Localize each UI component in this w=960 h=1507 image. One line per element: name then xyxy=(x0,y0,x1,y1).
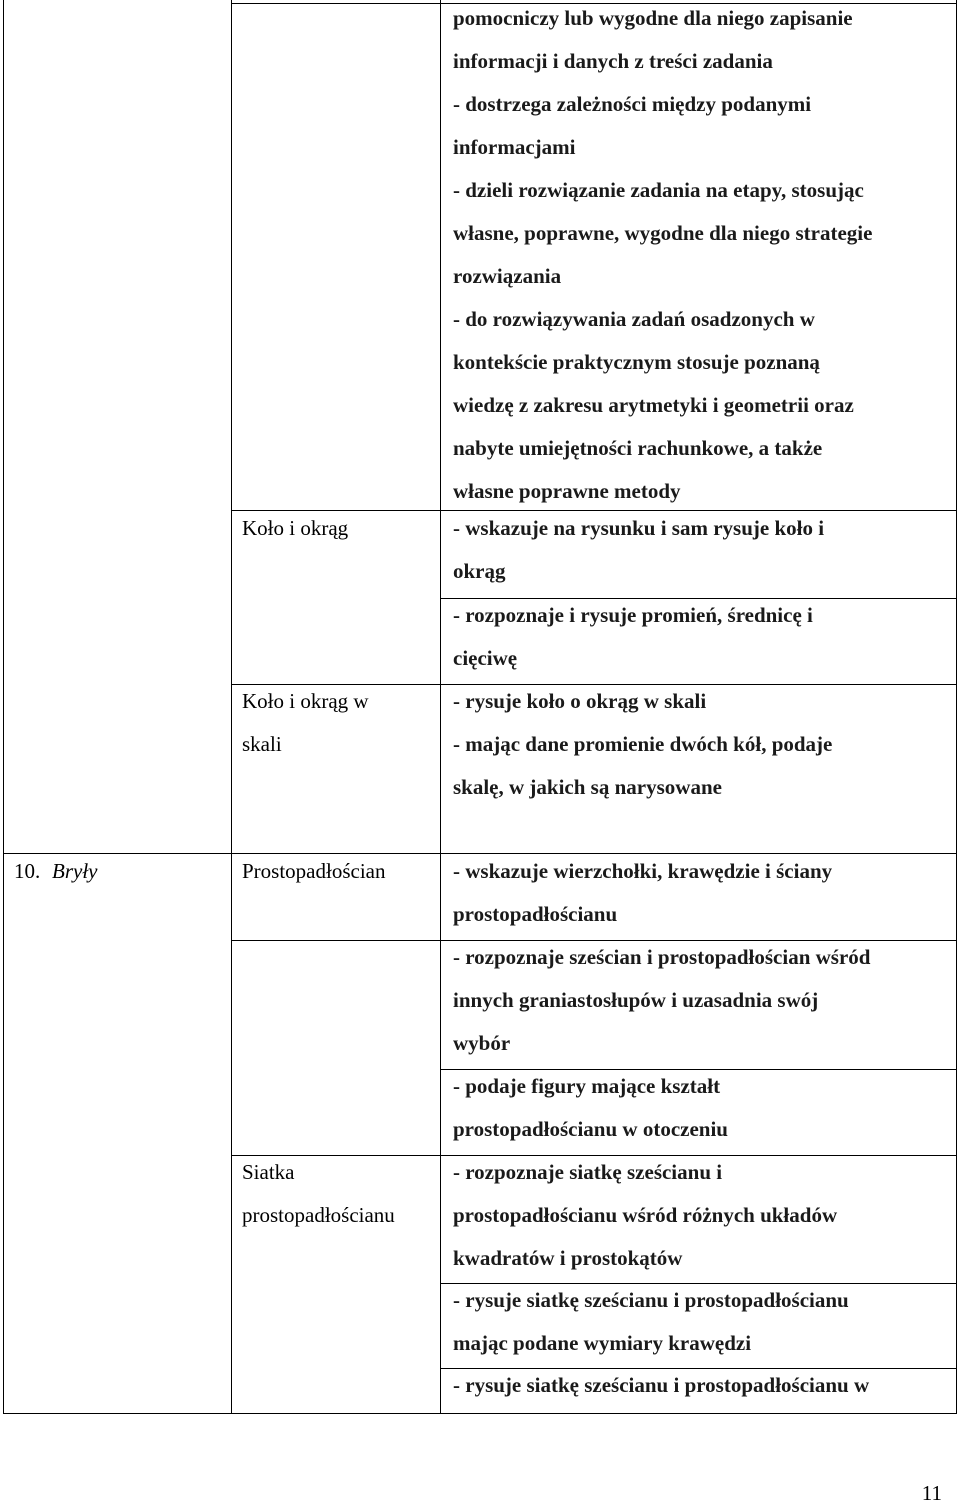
requirement-line: prostopadłościanu wśród różnych układów xyxy=(453,1203,838,1227)
requirements-cell-siatka-2 xyxy=(453,1279,849,1365)
requirement-line: - rysuje koło o okrąg w skali xyxy=(453,689,707,713)
requirement-line: innych graniastosłupów i uzasadnia swój xyxy=(453,988,819,1012)
requirement-line: własne poprawne metody xyxy=(453,479,681,503)
requirement-line: prostopadłościanu xyxy=(453,902,618,926)
topic-line: skali xyxy=(242,732,282,756)
requirements-cell-skala xyxy=(453,680,832,809)
topic-line: Siatka xyxy=(242,1160,295,1184)
table-border-right xyxy=(956,0,957,1414)
requirement-line: - rozpoznaje siatkę sześcianu i xyxy=(453,1160,723,1184)
topic-line: Koło i okrąg w xyxy=(242,689,369,713)
requirement-line: - rozpoznaje i rysuje promień, średnicę i xyxy=(453,603,813,627)
requirement-line: - rysuje siatkę sześcianu i prostopadłościanu xyxy=(453,1288,849,1312)
requirements-cell-bryly-2 xyxy=(453,936,870,1065)
requirements-cell-kolo-2 xyxy=(453,594,813,680)
requirements-cell-siatka-1 xyxy=(453,1151,837,1280)
table-divider-col2 xyxy=(440,0,441,1414)
topic-line: prostopadłościanu xyxy=(242,1203,395,1227)
requirements-cell-bryly-1 xyxy=(453,850,832,936)
requirement-line: - rozpoznaje sześcian i prostopadłościan wśród xyxy=(453,945,871,969)
requirement-line: okrąg xyxy=(453,559,506,583)
requirement-line: cięciwę xyxy=(453,646,518,670)
requirement-line: - mając dane promienie dwóch kół, podaje xyxy=(453,732,833,756)
requirements-cell-kolo-1 xyxy=(453,507,824,593)
section-number: 10. xyxy=(14,859,41,883)
requirement-line: informacjami xyxy=(453,135,576,159)
topic-kolo-i-okrag: Koło i okrąg xyxy=(242,516,349,540)
topic-prostopadloscian: Prostopadłościan xyxy=(242,859,386,883)
requirements-cell-bryly-3 xyxy=(453,1065,728,1151)
requirement-line: wybór xyxy=(453,1031,511,1055)
table-divider-col1 xyxy=(231,0,232,1414)
requirement-line: - wskazuje wierzchołki, krawędzie i ściany xyxy=(453,859,833,883)
table-border-left xyxy=(3,0,4,1414)
requirement-line: - do rozwiązywania zadań osadzonych w xyxy=(453,307,815,331)
table-border-bottom xyxy=(3,1413,957,1414)
requirement-line: własne, poprawne, wygodne dla niego strategie xyxy=(453,221,873,245)
topic-siatka xyxy=(242,1151,395,1237)
requirements-cell-siatka-3 xyxy=(453,1364,869,1407)
section-title: Bryły xyxy=(52,859,98,883)
requirement-line: kwadratów i prostokątów xyxy=(453,1246,683,1270)
requirement-line: - podaje figury mające kształt xyxy=(453,1074,721,1098)
requirement-line: - wskazuje na rysunku i sam rysuje koło i xyxy=(453,516,825,540)
requirement-line: skalę, w jakich są narysowane xyxy=(453,775,722,799)
requirement-line: rozwiązania xyxy=(453,264,562,288)
topic-kolo-w-skali xyxy=(242,680,369,766)
requirement-line: - dzieli rozwiązanie zadania na etapy, stosując xyxy=(453,178,864,202)
page-number: 11 xyxy=(921,1481,942,1505)
requirement-line: mając podane wymiary krawędzi xyxy=(453,1331,752,1355)
requirement-line: pomocniczy lub wygodne dla niego zapisanie xyxy=(453,6,853,30)
requirement-line: informacji i danych z treści zadania xyxy=(453,49,773,73)
requirement-line: - rysuje siatkę sześcianu i prostopadłościanu w xyxy=(453,1373,870,1397)
requirement-line: prostopadłościanu w otoczeniu xyxy=(453,1117,728,1141)
requirement-line: nabyte umiejętności rachunkowe, a także xyxy=(453,436,823,460)
requirement-line: kontekście praktycznym stosuje poznaną xyxy=(453,350,820,374)
requirements-cell-top xyxy=(453,0,872,513)
requirement-line: - dostrzega zależności między podanymi xyxy=(453,92,812,116)
requirement-line: wiedzę z zakresu arytmetyki i geometrii oraz xyxy=(453,393,854,417)
